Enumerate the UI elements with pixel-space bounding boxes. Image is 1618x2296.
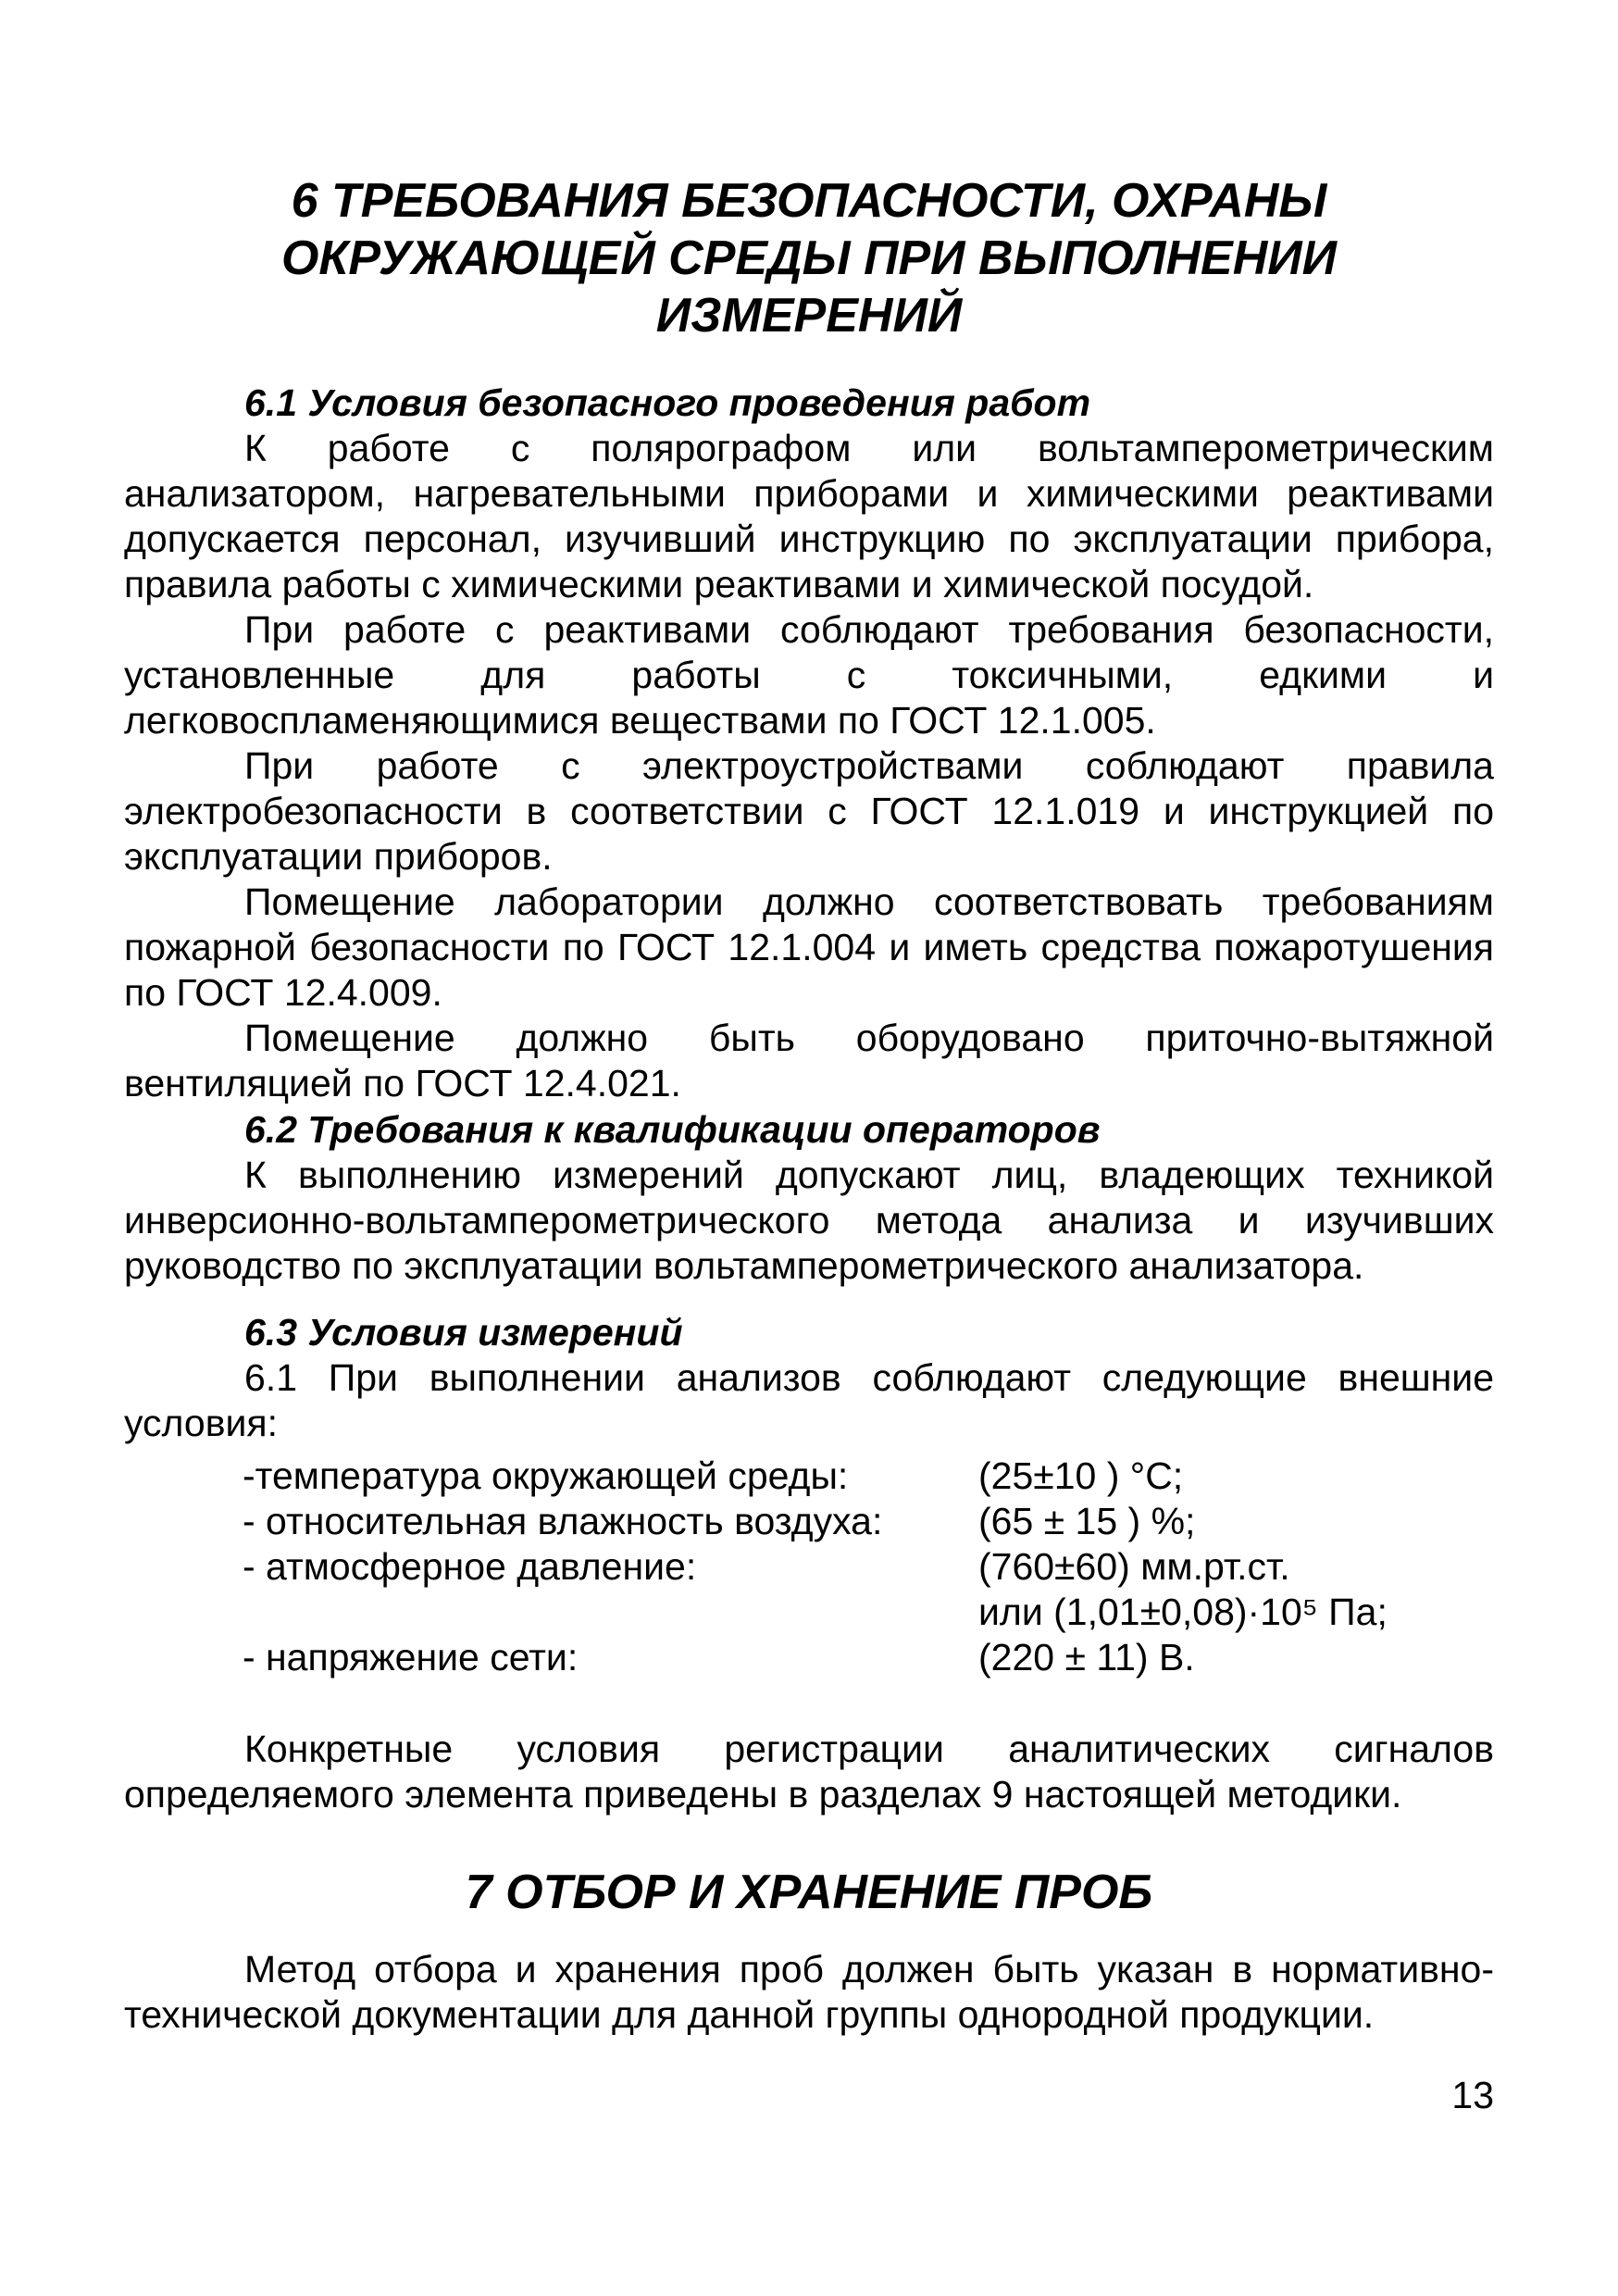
condition-label: - атмосферное давление: (243, 1545, 697, 1588)
subsection-6-2-title: 6.2 Требования к квалификации операторов (244, 1108, 1101, 1151)
paragraph: Помещение должно быть оборудовано приточно-вытяжной вентиляцией по ГОСТ 12.4.021. (124, 1017, 1494, 1104)
condition-row (243, 1499, 1494, 1544)
paragraph: При работе с реактивами соблюдают требования безопасности, установленные для работы с токсичными, едкими и легковоспламеняющимися веществами по ГОСТ 12.1.005. (124, 608, 1494, 742)
condition-value: или (1,01±0,08)·10⁵ Па; (978, 1591, 1388, 1633)
condition-row (243, 1635, 1494, 1680)
condition-row (243, 1544, 1494, 1590)
condition-value: (25±10 ) °С; (978, 1454, 1184, 1497)
condition-value: (65 ± 15 ) %; (978, 1500, 1196, 1542)
paragraph: К выполнению измерений допускают лиц, владеющих техникой инверсионно-вольтамперометрического метода анализа и изучивших руководство по эксплуатации вольтамперометрического анализатора. (124, 1154, 1494, 1287)
section-6-title: 6 ТРЕБОВАНИЯ БЕЗОПАСНОСТИ, ОХРАНЫ ОКРУЖАЮЩЕЙ СРЕДЫ ПРИ ВЫПОЛНЕНИИ ИЗМЕРЕНИЙ (280, 174, 1338, 343)
condition-value: (220 ± 11) В. (978, 1636, 1195, 1678)
condition-label: - напряжение сети: (243, 1636, 579, 1678)
subsection-6-1-title: 6.1 Условия безопасного проведения работ (244, 381, 1091, 424)
section-7-title: 7 ОТБОР И ХРАНЕНИЕ ПРОБ (465, 1866, 1153, 1919)
conditions-list (243, 1454, 1494, 1680)
condition-row (243, 1590, 1494, 1635)
subsection-6-3-title: 6.3 Условия измерений (244, 1311, 683, 1354)
condition-row (243, 1454, 1494, 1499)
condition-label (243, 1590, 978, 1635)
paragraph: Конкретные условия регистрации аналитических сигналов определяемого элемента приведены в разделах 9 настоящей методики. (124, 1728, 1494, 1816)
paragraph: Метод отбора и хранения проб должен быть указан в нормативно-технической документации для данной группы однородной продукции. (124, 1948, 1494, 2036)
paragraph: При работе с электроустройствами соблюдают правила электробезопасности в соответствии с ГОСТ 12.1.019 и инструкцией по эксплуатации приборов. (124, 744, 1494, 878)
condition-label: - относительная влажность воздуха: (243, 1500, 883, 1542)
condition-value: (760±60) мм.рт.ст. (978, 1545, 1290, 1588)
paragraph: 6.1 При выполнении анализов соблюдают следующие внешние условия: (124, 1356, 1494, 1444)
page-content (124, 172, 1494, 2038)
page-number: 13 (1451, 2074, 1494, 2116)
paragraph: К работе с полярографом или вольтамперометрическим анализатором, нагревательными приборами и химическими реактивами допускается персонал, изучивший инструкцию по эксплуатации прибора, правила работы с химическими реактивами и химической посудой. (124, 427, 1494, 605)
condition-label: -температура окружающей среды: (243, 1454, 849, 1497)
paragraph: Помещение лаборатории должно соответствовать требованиям пожарной безопасности по ГОСТ 12.1.004 и иметь средства пожаротушения по ГОСТ 12.4.009. (124, 880, 1494, 1014)
